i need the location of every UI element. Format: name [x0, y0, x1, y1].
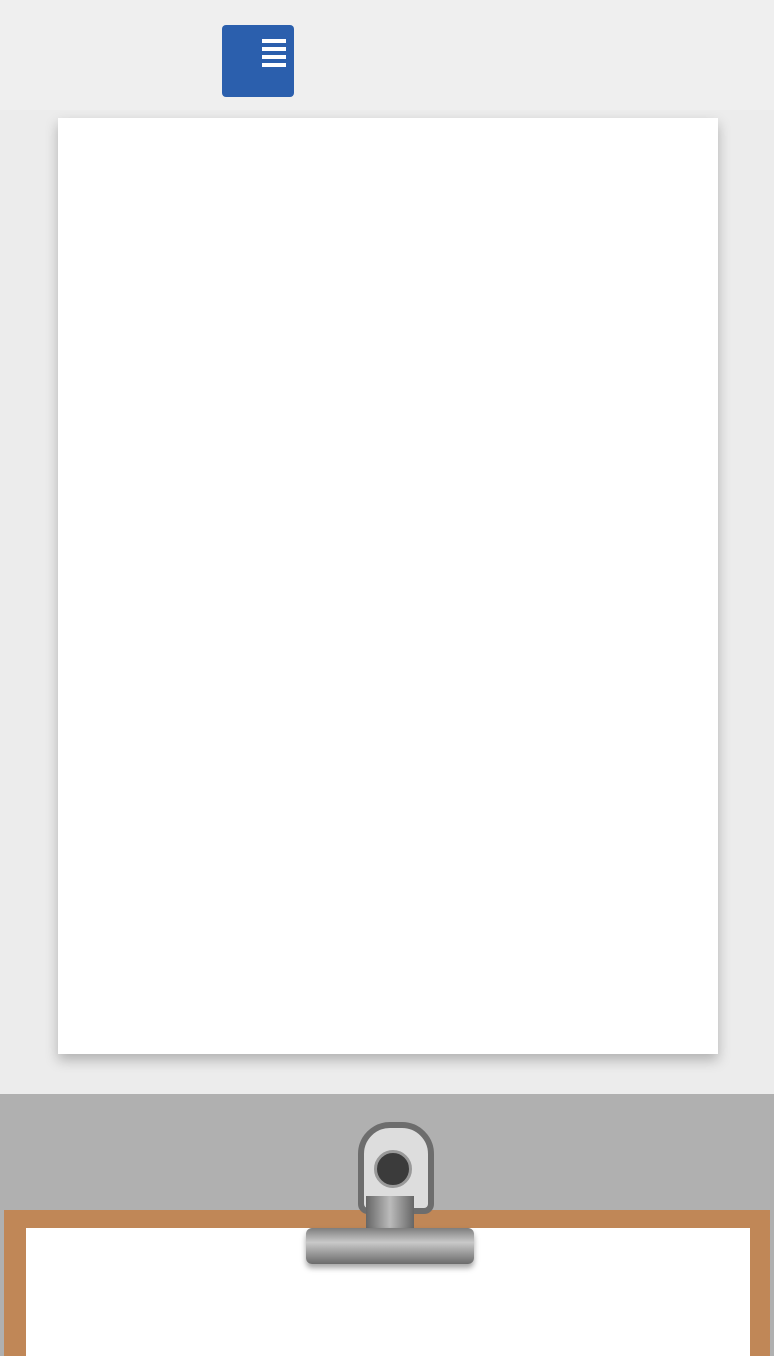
word-icon	[222, 25, 294, 97]
binder-clip-icon	[306, 1228, 474, 1264]
clip-hole	[374, 1150, 412, 1188]
header-banner	[0, 0, 774, 110]
clip-neck	[366, 1196, 414, 1230]
document-page	[58, 118, 718, 1054]
